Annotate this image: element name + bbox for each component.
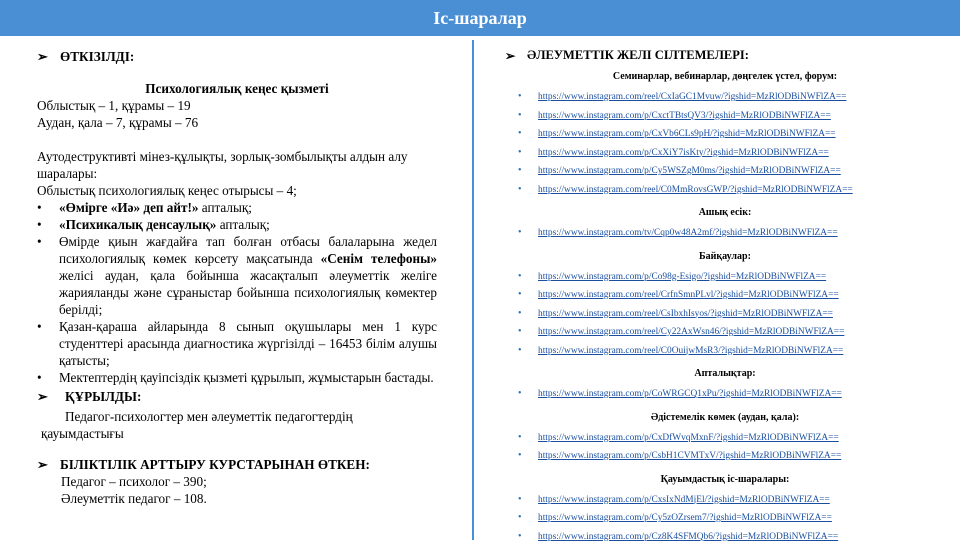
list-item — [505, 125, 945, 144]
list-item — [505, 447, 945, 466]
bullet-icon: • — [518, 447, 522, 466]
section-title: Қауымдастық іс-шаралары: — [505, 474, 945, 485]
measures-list — [37, 199, 437, 386]
instagram-link[interactable]: https://www.instagram.com/p/CxctTBtsQV3/?igshid=MzRlODBiNWFlZA== — [538, 111, 831, 121]
bullet-icon: • — [518, 509, 522, 528]
section-title: Әдістемелік көмек (аудан, қала): — [505, 412, 945, 423]
left-column — [37, 48, 437, 507]
bullet-icon: • — [518, 385, 522, 404]
arrow-bullet-icon: ➢ — [37, 388, 48, 405]
list-item — [505, 305, 945, 324]
instagram-link[interactable]: https://www.instagram.com/tv/Cqp0w48A2mf/?igshid=MzRlODBiNWFlZA== — [538, 228, 838, 238]
instagram-link[interactable]: https://www.instagram.com/reel/CxIaGC1Mvuw/?igshid=MzRlODBiNWFlZA== — [538, 92, 846, 102]
section-title: Ашық есік: — [505, 207, 945, 218]
bullet-icon: • — [518, 305, 522, 324]
formed-text: Педагог-психологтер мен әлеуметтік педагогтердің қауымдастығы — [37, 408, 381, 442]
formed-header-text: ҚҰРЫЛДЫ: — [65, 389, 141, 404]
list-item: • Мектептердің қауіпсіздік қызметі құрылып, жұмыстарын бастады. — [37, 369, 437, 386]
bullet-icon: • — [518, 342, 522, 361]
social-links-header-text: ӘЛЕУМЕТТІК ЖЕЛІ СІЛТЕМЕЛЕРІ: — [527, 48, 749, 62]
section-title: Байқаулар: — [505, 251, 945, 262]
instagram-link[interactable]: https://www.instagram.com/reel/Cy22AxWsn46/?igshid=MzRlODBiNWFlZA== — [538, 327, 844, 337]
bullet-icon: • — [518, 88, 522, 107]
list-item — [505, 88, 945, 107]
bullet-icon: • — [518, 125, 522, 144]
prevention-intro: Аутодеструктивті мінез-құлықты, зорлық-зомбылықты алдын алу шаралары: — [37, 148, 437, 182]
courses-header-text: БІЛІКТІЛІК АРТТЫРУ КУРСТАРЫНАН ӨТКЕН: — [60, 457, 370, 472]
list-item: • «Психикалық денсаулық» апталық; — [37, 216, 437, 233]
bullet-icon: • — [518, 144, 522, 163]
bullet-icon: • — [518, 323, 522, 342]
course-social-pedagogue: Әлеуметтік педагог – 108. — [37, 490, 437, 507]
arrow-bullet-icon: ➢ — [37, 48, 48, 65]
service-title: Психологиялық кеңес қызметі — [37, 80, 437, 97]
arrow-bullet-icon: ➢ — [505, 48, 515, 64]
instagram-link[interactable]: https://www.instagram.com/p/CxXiY7isKty/?igshid=MzRlODBiNWFlZA== — [538, 148, 829, 158]
instagram-link[interactable]: https://www.instagram.com/reel/C0MmRovsGWP/?igshid=MzRlODBiNWFlZA== — [538, 185, 853, 195]
social-links-header — [505, 48, 945, 63]
course-psychologist: Педагог – психолог – 390; — [37, 473, 437, 490]
formed-header — [37, 388, 437, 405]
instagram-link[interactable]: https://www.instagram.com/p/CxVb6CLs9pH/?igshid=MzRlODBiNWFlZA== — [538, 129, 836, 139]
bullet-icon: • — [518, 162, 522, 181]
instagram-link[interactable]: https://www.instagram.com/reel/C0OuijwMsR3/?igshid=MzRlODBiNWFlZA== — [538, 346, 843, 356]
instagram-link[interactable]: https://www.instagram.com/p/CoWRGCQ1xPu/?igshid=MzRlODBiNWFlZA== — [538, 389, 842, 399]
link-sections — [505, 71, 945, 546]
list-item — [505, 509, 945, 528]
bullet-icon: • — [518, 181, 522, 200]
list-item: • Қазан-қараша айларында 8 сынып оқушылары мен 1 курс студенттері арасында диагностика жүргізілді – 16453 білім алушы қатысты; — [37, 318, 437, 369]
instagram-link[interactable]: https://www.instagram.com/reel/CrfnSmnPLvl/?igshid=MzRlODBiNWFlZA== — [538, 290, 839, 300]
instagram-link[interactable]: https://www.instagram.com/p/Co98g-Esigo/?igshid=MzRlODBiNWFlZA== — [538, 272, 826, 282]
instagram-link[interactable]: https://www.instagram.com/p/CxsIxNdMjEl/?igshid=MzRlODBiNWFlZA== — [538, 495, 830, 505]
bullet-icon: • — [518, 429, 522, 448]
held-header — [37, 48, 437, 65]
list-item — [505, 528, 945, 546]
bullet-icon: • — [518, 107, 522, 126]
list-item — [505, 144, 945, 163]
instagram-link[interactable]: https://www.instagram.com/p/Cz8K4SFMQb6/?igshid=MzRlODBiNWFlZA== — [538, 532, 838, 542]
bullet-icon: • — [518, 268, 522, 287]
instagram-link[interactable]: https://www.instagram.com/p/Cy5WSZgM0ms/?igshid=MzRlODBiNWFlZA== — [538, 166, 841, 176]
section-title: Апталықтар: — [505, 368, 945, 379]
list-item — [505, 162, 945, 181]
slide-title: Іс-шаралар — [0, 0, 960, 36]
list-item — [505, 268, 945, 287]
council-meetings: Облыстық психологиялық кеңес отырысы – 4; — [37, 182, 437, 199]
bullet-icon: • — [518, 224, 522, 243]
list-item — [505, 107, 945, 126]
instagram-link[interactable]: https://www.instagram.com/reel/CsIbxhIsyos/?igshid=MzRlODBiNWFlZA== — [538, 309, 833, 319]
list-item — [505, 181, 945, 200]
instagram-link[interactable]: https://www.instagram.com/p/CxDfWvqMxnF/?igshid=MzRlODBiNWFlZA== — [538, 433, 839, 443]
bullet-icon: • — [518, 528, 522, 546]
list-item: • Өмірде қиын жағдайға тап болған отбасы балаларына жедел психологиялық көмек көрсету мақсатында «Сенім телефоны» желісі аудан, қала бойынша жасақталып әлеуметтік желіге жарияланды және сұраныстар бойынша психологиялық көмектер берілді; — [37, 233, 437, 318]
column-divider — [472, 40, 474, 540]
list-item — [505, 323, 945, 342]
instagram-link[interactable]: https://www.instagram.com/p/CsbH1CVMTxV/?igshid=MzRlODBiNWFlZA== — [538, 451, 841, 461]
list-item — [505, 491, 945, 510]
list-item — [505, 224, 945, 243]
list-item — [505, 429, 945, 448]
courses-header — [37, 456, 437, 473]
arrow-bullet-icon: ➢ — [37, 456, 48, 473]
bullet-icon: • — [518, 491, 522, 510]
regional-count: Облыстық – 1, құрамы – 19 — [37, 97, 437, 114]
held-header-text: ӨТКІЗІЛДІ: — [60, 49, 134, 64]
bullet-icon: • — [518, 286, 522, 305]
list-item — [505, 342, 945, 361]
right-column — [505, 48, 945, 546]
instagram-link[interactable]: https://www.instagram.com/p/Cy5zOZrsem7/?igshid=MzRlODBiNWFlZA== — [538, 513, 832, 523]
district-count: Аудан, қала – 7, құрамы – 76 — [37, 114, 437, 131]
list-item — [505, 286, 945, 305]
list-item — [505, 385, 945, 404]
section-title: Семинарлар, вебинарлар, дөңгелек үстел, форум: — [505, 71, 945, 82]
list-item: • «Өмірге «Иә» деп айт!» апталық; — [37, 199, 437, 216]
